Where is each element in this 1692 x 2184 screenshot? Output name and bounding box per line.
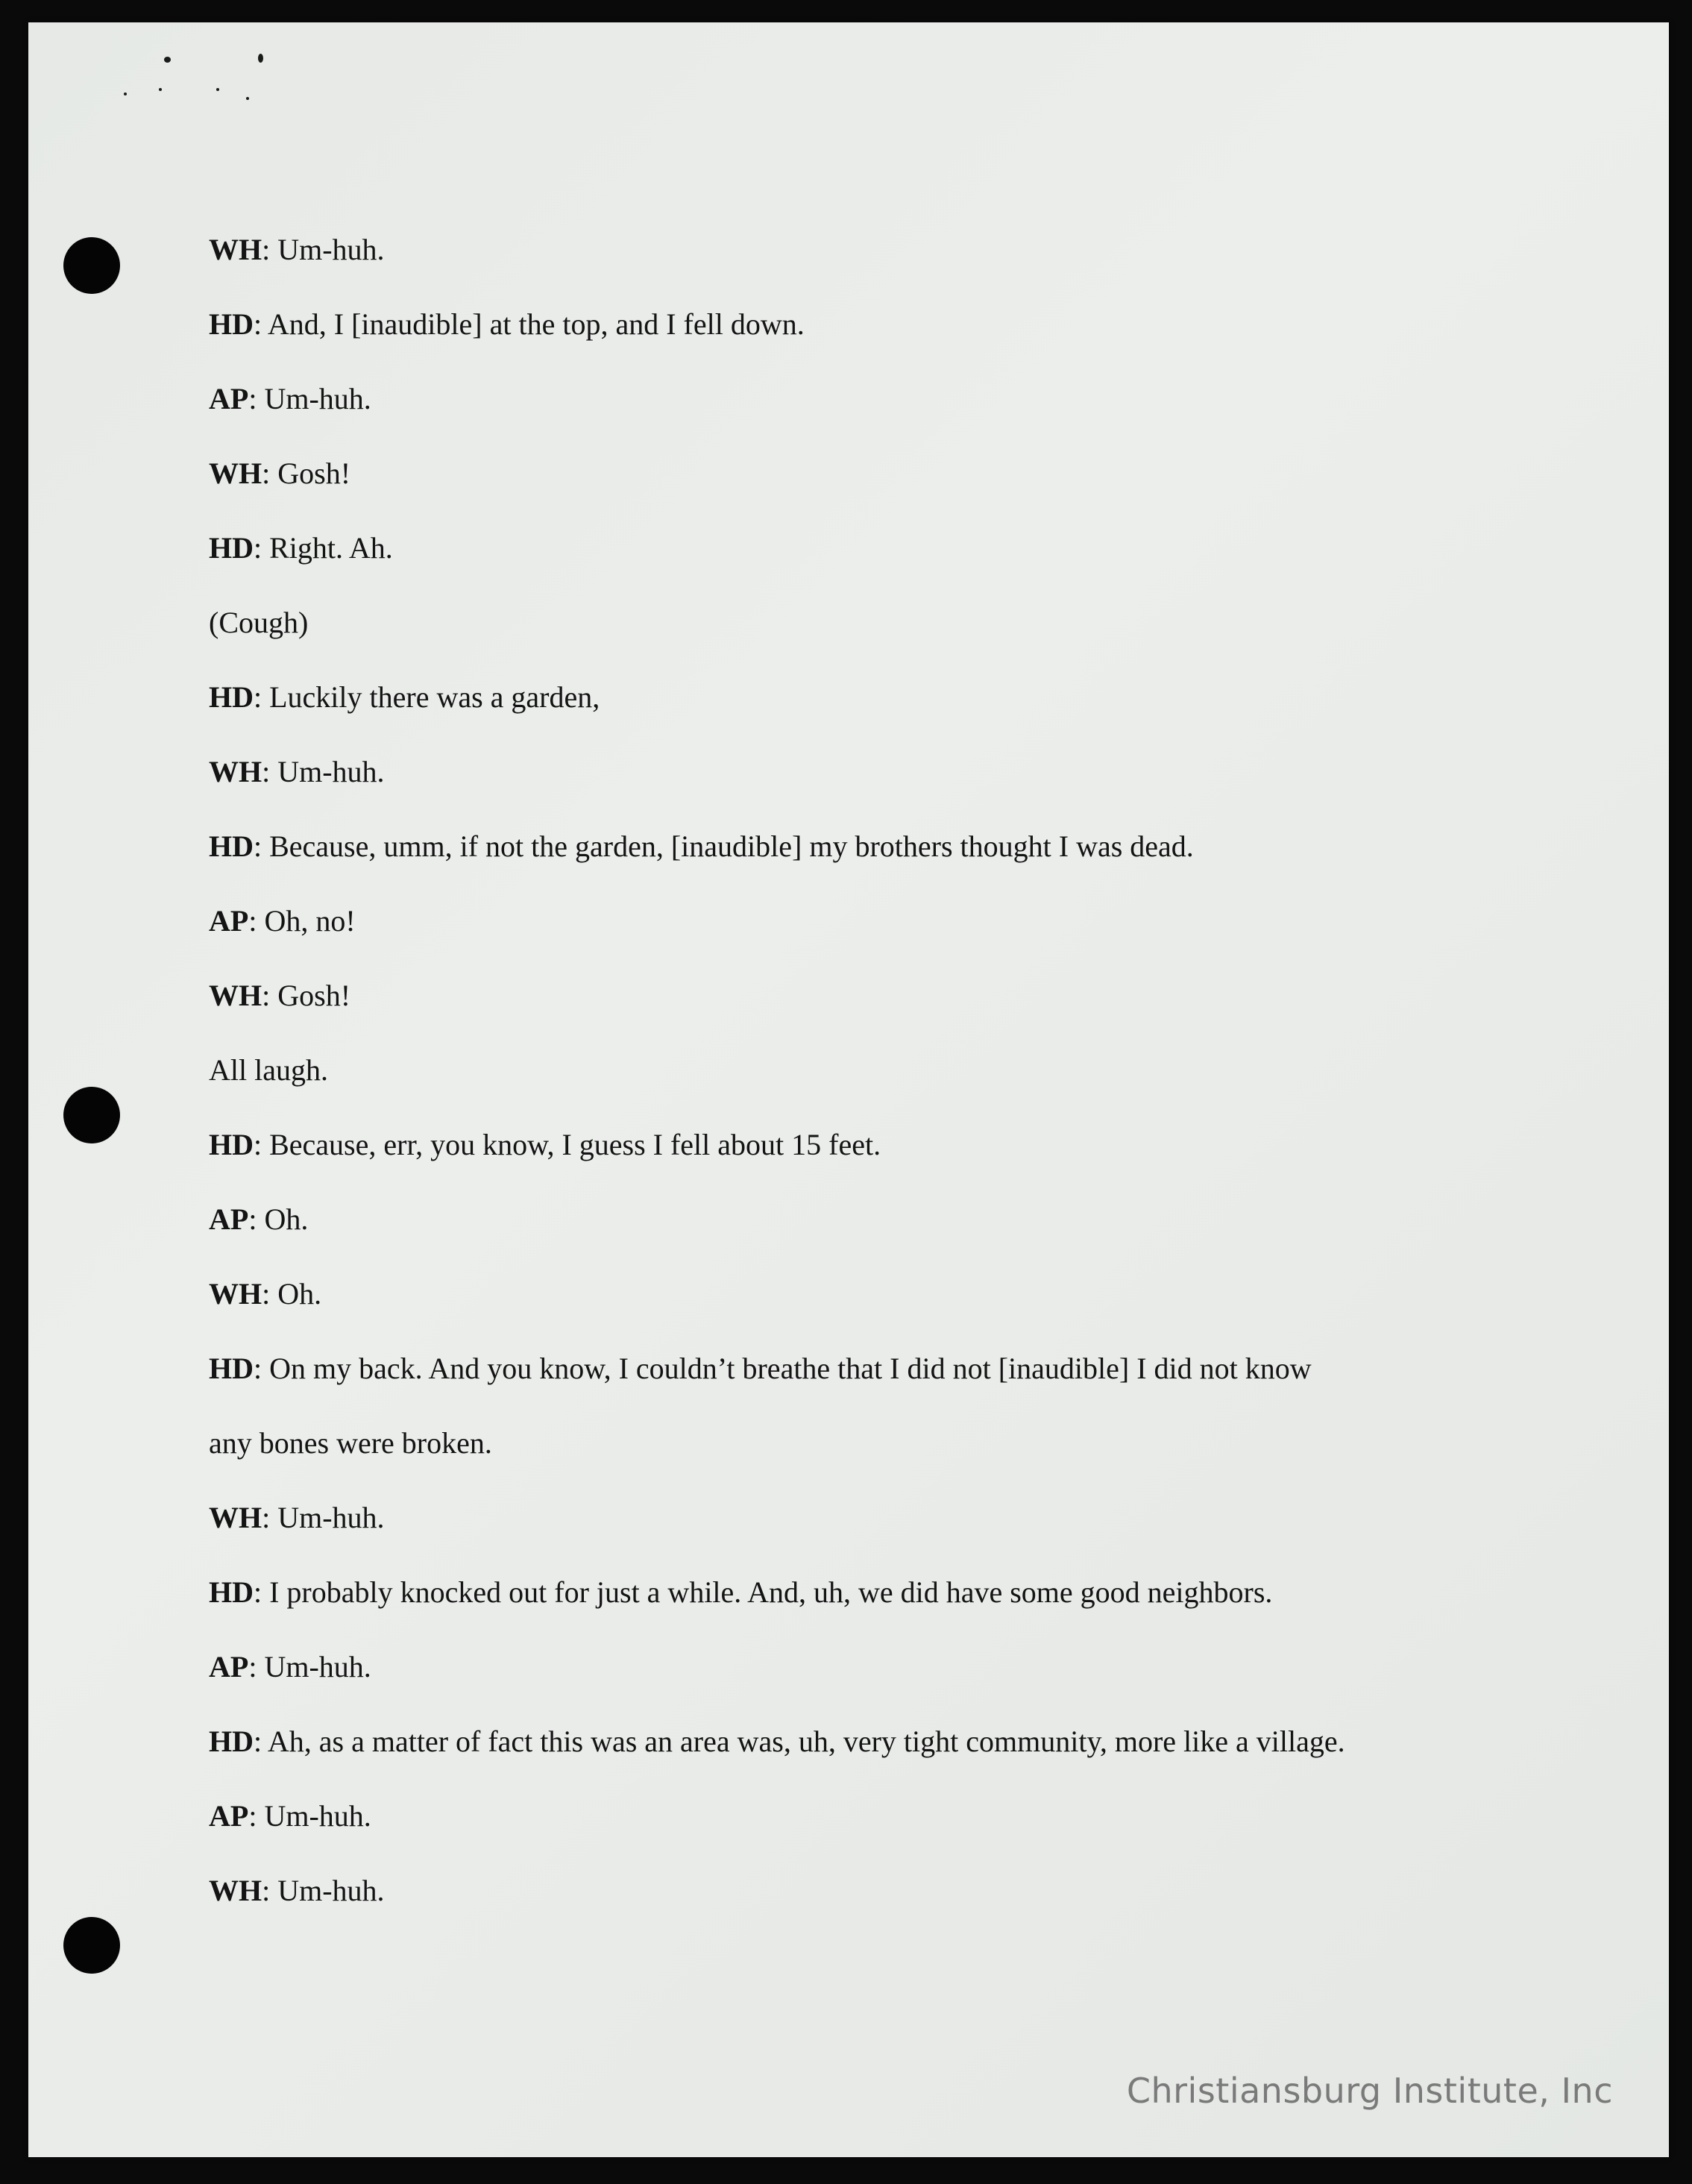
utterance-text: : On my back. And you know, I couldn’t breathe that I did not [inaudible] I did not know bbox=[254, 1352, 1312, 1385]
transcript-line bbox=[209, 679, 600, 716]
transcript-line bbox=[209, 1499, 385, 1537]
speaker-label: AP bbox=[209, 904, 249, 938]
speck-mark bbox=[124, 92, 127, 95]
transcript-line bbox=[209, 1425, 492, 1462]
transcript-line bbox=[209, 306, 805, 343]
transcript-line bbox=[209, 753, 385, 791]
utterance-text: : Oh, no! bbox=[248, 904, 356, 938]
speaker-label: HD bbox=[209, 531, 254, 565]
transcript-line bbox=[209, 977, 350, 1014]
transcript-line bbox=[209, 380, 371, 418]
document-page bbox=[28, 22, 1669, 2157]
utterance-text: (Cough) bbox=[209, 606, 309, 639]
speaker-label: HD bbox=[209, 1352, 254, 1385]
utterance-text: : Um-huh. bbox=[248, 382, 371, 415]
transcript-line bbox=[209, 1648, 371, 1686]
speaker-label: AP bbox=[209, 1202, 249, 1236]
utterance-text: : Um-huh. bbox=[262, 233, 385, 266]
punch-hole-middle bbox=[63, 1087, 120, 1143]
utterance-text: : Oh. bbox=[248, 1202, 309, 1236]
speaker-label: WH bbox=[209, 1501, 262, 1534]
utterance-text: : Um-huh. bbox=[262, 1874, 385, 1907]
speaker-label: HD bbox=[209, 1725, 254, 1758]
transcript-line bbox=[209, 231, 385, 269]
utterance-text: : And, I [inaudible] at the top, and I fell down. bbox=[254, 307, 805, 341]
transcript-line bbox=[209, 604, 308, 641]
speaker-label: WH bbox=[209, 456, 262, 490]
transcript-line bbox=[209, 1052, 328, 1089]
speck-mark bbox=[164, 57, 171, 63]
utterance-text: : Oh. bbox=[262, 1277, 322, 1311]
speaker-label: WH bbox=[209, 755, 262, 788]
utterance-text: : Luckily there was a garden, bbox=[254, 680, 600, 714]
transcript-line bbox=[209, 1275, 321, 1313]
speaker-label: WH bbox=[209, 233, 262, 266]
transcript-line bbox=[209, 828, 1194, 865]
speaker-label: WH bbox=[209, 979, 262, 1012]
speaker-label: AP bbox=[209, 1799, 249, 1833]
speaker-label: HD bbox=[209, 829, 254, 863]
punch-hole-top bbox=[63, 237, 120, 294]
utterance-text: All laugh. bbox=[209, 1053, 328, 1087]
speaker-label: HD bbox=[209, 307, 254, 341]
speaker-label: AP bbox=[209, 382, 249, 415]
punch-hole-bottom bbox=[63, 1917, 120, 1974]
speck-mark bbox=[258, 54, 263, 63]
speaker-label: AP bbox=[209, 1650, 249, 1684]
transcript-line bbox=[209, 455, 350, 492]
utterance-text: any bones were broken. bbox=[209, 1426, 492, 1460]
watermark: Christiansburg Institute, Inc bbox=[1126, 2071, 1613, 2111]
transcript-line bbox=[209, 1574, 1272, 1611]
utterance-text: : Um-huh. bbox=[248, 1650, 371, 1684]
transcript-line bbox=[209, 1201, 308, 1238]
speaker-label: WH bbox=[209, 1277, 262, 1311]
speck-mark bbox=[159, 88, 162, 91]
transcript-line bbox=[209, 1723, 1345, 1760]
speaker-label: WH bbox=[209, 1874, 262, 1907]
speaker-label: HD bbox=[209, 1575, 254, 1609]
speaker-label: HD bbox=[209, 680, 254, 714]
utterance-text: : Because, err, you know, I guess I fell about 15 feet. bbox=[254, 1128, 881, 1161]
transcript-line bbox=[209, 1872, 385, 1910]
utterance-text: : Right. Ah. bbox=[254, 531, 393, 565]
transcript-line bbox=[209, 530, 393, 567]
transcript-line bbox=[209, 1126, 881, 1164]
transcript-line bbox=[209, 1350, 1312, 1387]
transcript-line bbox=[209, 1798, 371, 1835]
utterance-text: : Gosh! bbox=[262, 979, 351, 1012]
transcript-line bbox=[209, 903, 356, 940]
utterance-text: : I probably knocked out for just a while. And, uh, we did have some good neighbors. bbox=[254, 1575, 1273, 1609]
utterance-text: : Um-huh. bbox=[248, 1799, 371, 1833]
utterance-text: : Ah, as a matter of fact this was an area was, uh, very tight community, more like a village. bbox=[254, 1725, 1345, 1758]
utterance-text: : Because, umm, if not the garden, [inaudible] my brothers thought I was dead. bbox=[254, 829, 1194, 863]
utterance-text: : Gosh! bbox=[262, 456, 351, 490]
speaker-label: HD bbox=[209, 1128, 254, 1161]
utterance-text: : Um-huh. bbox=[262, 1501, 385, 1534]
speck-mark bbox=[246, 97, 249, 100]
speck-mark bbox=[216, 88, 219, 91]
utterance-text: : Um-huh. bbox=[262, 755, 385, 788]
